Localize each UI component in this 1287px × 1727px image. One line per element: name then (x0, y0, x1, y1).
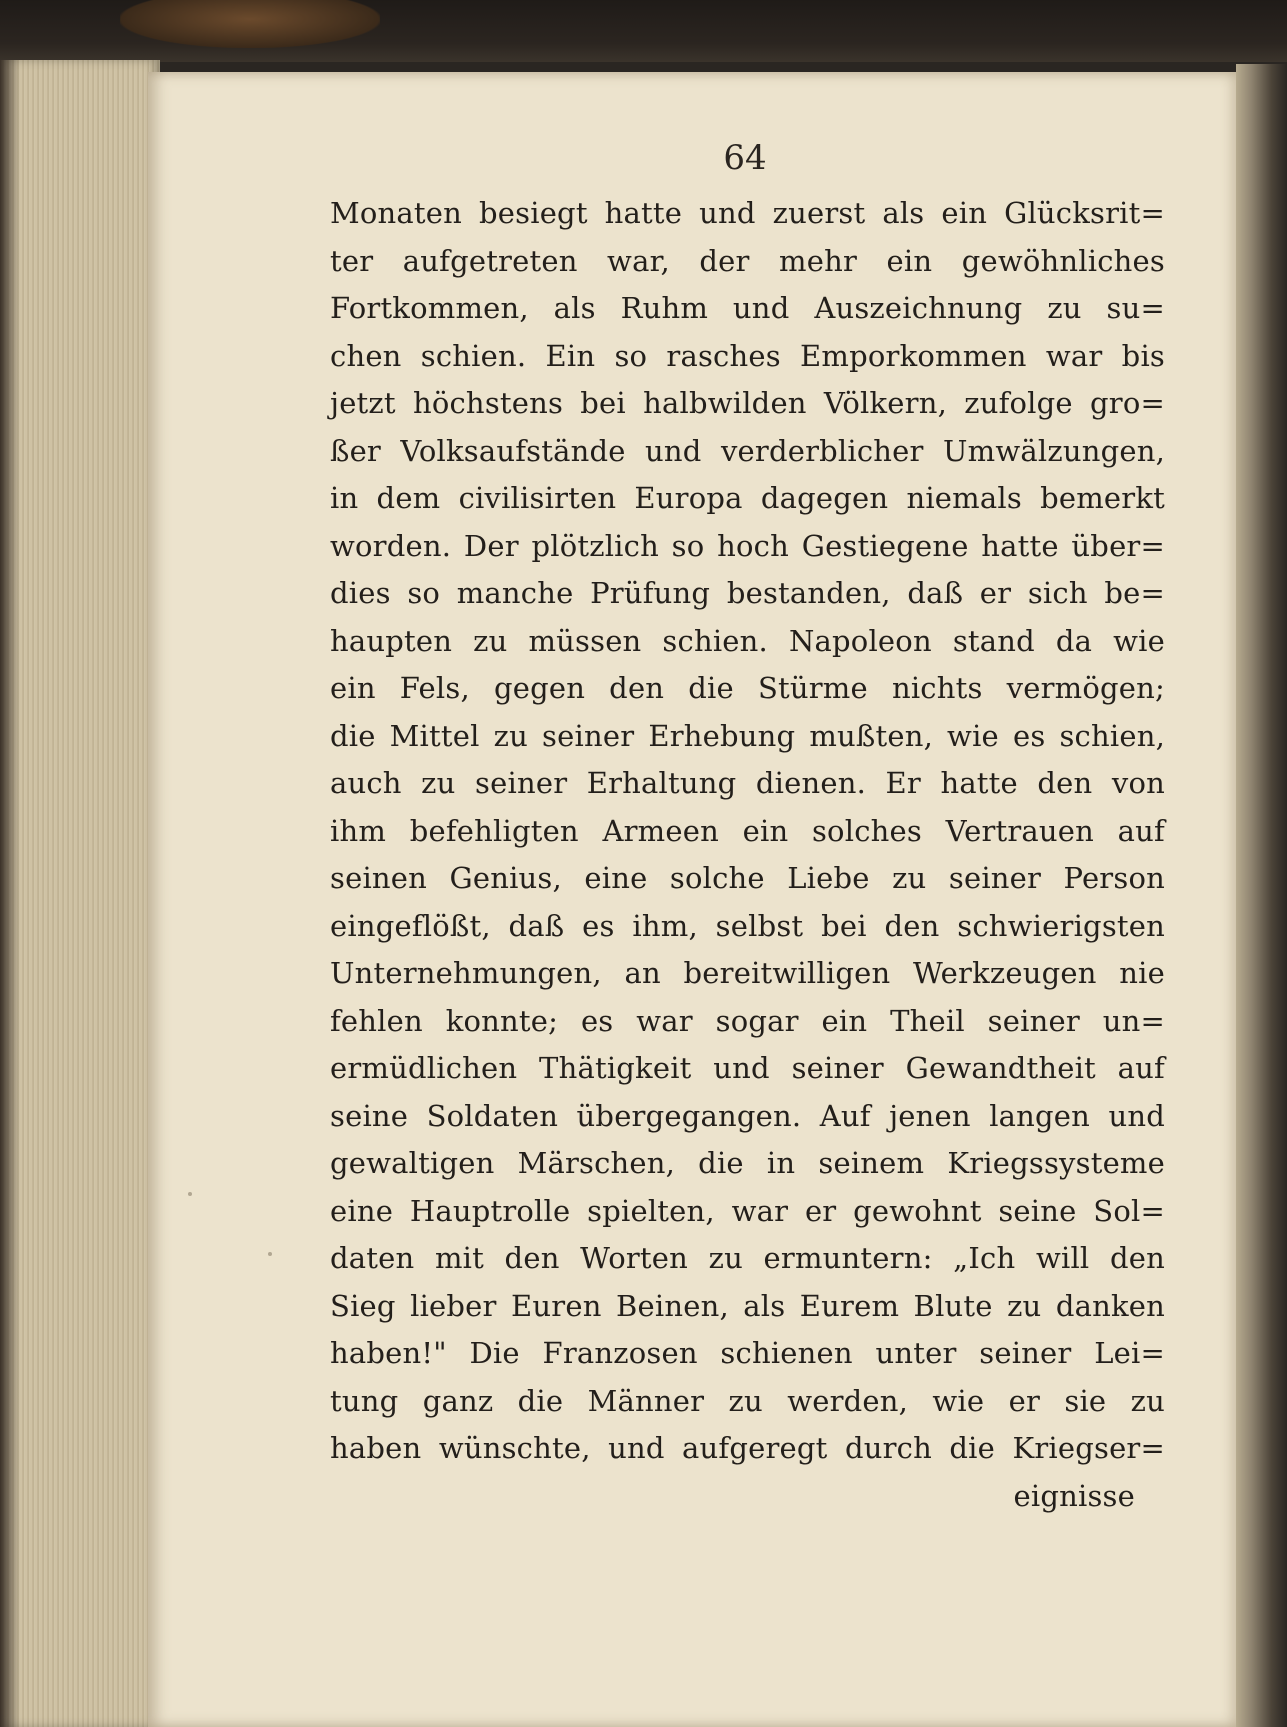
text-line: ihm befehligten Armeen ein solches Vertrauen auf (330, 813, 1165, 848)
text-line: daten mit den Worten zu ermuntern: „Ich will den (330, 1241, 1165, 1275)
paper-speck (188, 1192, 192, 1196)
page-block-edges (0, 60, 160, 1727)
text-line: jetzt höchstens bei halbwilden Völkern, zufolge gro= (330, 386, 1165, 420)
page-right-edge (1236, 64, 1287, 1727)
text-line: worden. Der plötzlich so hoch Gestiegene hatte über= (330, 528, 1165, 563)
text-line: Sieg lieber Euren Beinen, als Eurem Blute zu danken (330, 1288, 1165, 1323)
text-line: Fortkommen, als Ruhm und Auszeichnung zu su= (330, 291, 1165, 325)
text-line: ßer Volksaufstände und verderblicher Umwälzungen, (330, 433, 1165, 468)
page-block-shadow (0, 60, 20, 1727)
text-line: haben!" Die Franzosen schienen unter seiner Lei= (330, 1336, 1165, 1370)
text-line: in dem civilisirten Europa dagegen niemals bemerkt (330, 481, 1165, 515)
text-line: tung ganz die Männer zu werden, wie er sie zu (330, 1383, 1165, 1418)
text-line: eingeflößt, daß es ihm, selbst bei den schwierigsten (330, 908, 1165, 943)
page-number: 64 (723, 138, 767, 178)
text-line: seine Soldaten übergegangen. Auf jenen langen und (330, 1098, 1165, 1133)
text-line: auch zu seiner Erhaltung dienen. Er hatte den von (330, 766, 1165, 800)
text-line: ein Fels, gegen den die Stürme nichts vermögen; (330, 671, 1165, 705)
text-line: ter aufgetreten war, der mehr ein gewöhnliches (330, 243, 1165, 278)
catchword: eignisse (1013, 1478, 1135, 1513)
text-line: haupten zu müssen schien. Napoleon stand da wie (330, 623, 1165, 658)
paper-speck (268, 1252, 272, 1256)
text-line: die Mittel zu seiner Erhebung mußten, wie es schien, (330, 718, 1165, 753)
text-line: Unternehmungen, an bereitwilligen Werkzeugen nie (330, 956, 1165, 990)
body-text (330, 190, 1165, 1520)
text-line: eine Hauptrolle spielten, war er gewohnt seine Sol= (330, 1193, 1165, 1228)
leather-cover-fragment (120, 0, 380, 48)
text-line: fehlen konnte; es war sogar ein Theil seiner un= (330, 1003, 1165, 1038)
text-line: chen schien. Ein so rasches Emporkommen war bis (330, 338, 1165, 373)
text-line: seinen Genius, eine solche Liebe zu seiner Person (330, 861, 1165, 895)
text-line: haben wünschte, und aufgeregt durch die Kriegser= (330, 1431, 1165, 1465)
text-line: Monaten besiegt hatte und zuerst als ein Glücksrit= (330, 196, 1165, 230)
text-line: dies so manche Prüfung bestanden, daß er sich be= (330, 576, 1165, 610)
text-line: gewaltigen Märschen, die in seinem Kriegssysteme (330, 1146, 1165, 1180)
text-line: ermüdlichen Thätigkeit und seiner Gewandtheit auf (330, 1051, 1165, 1085)
